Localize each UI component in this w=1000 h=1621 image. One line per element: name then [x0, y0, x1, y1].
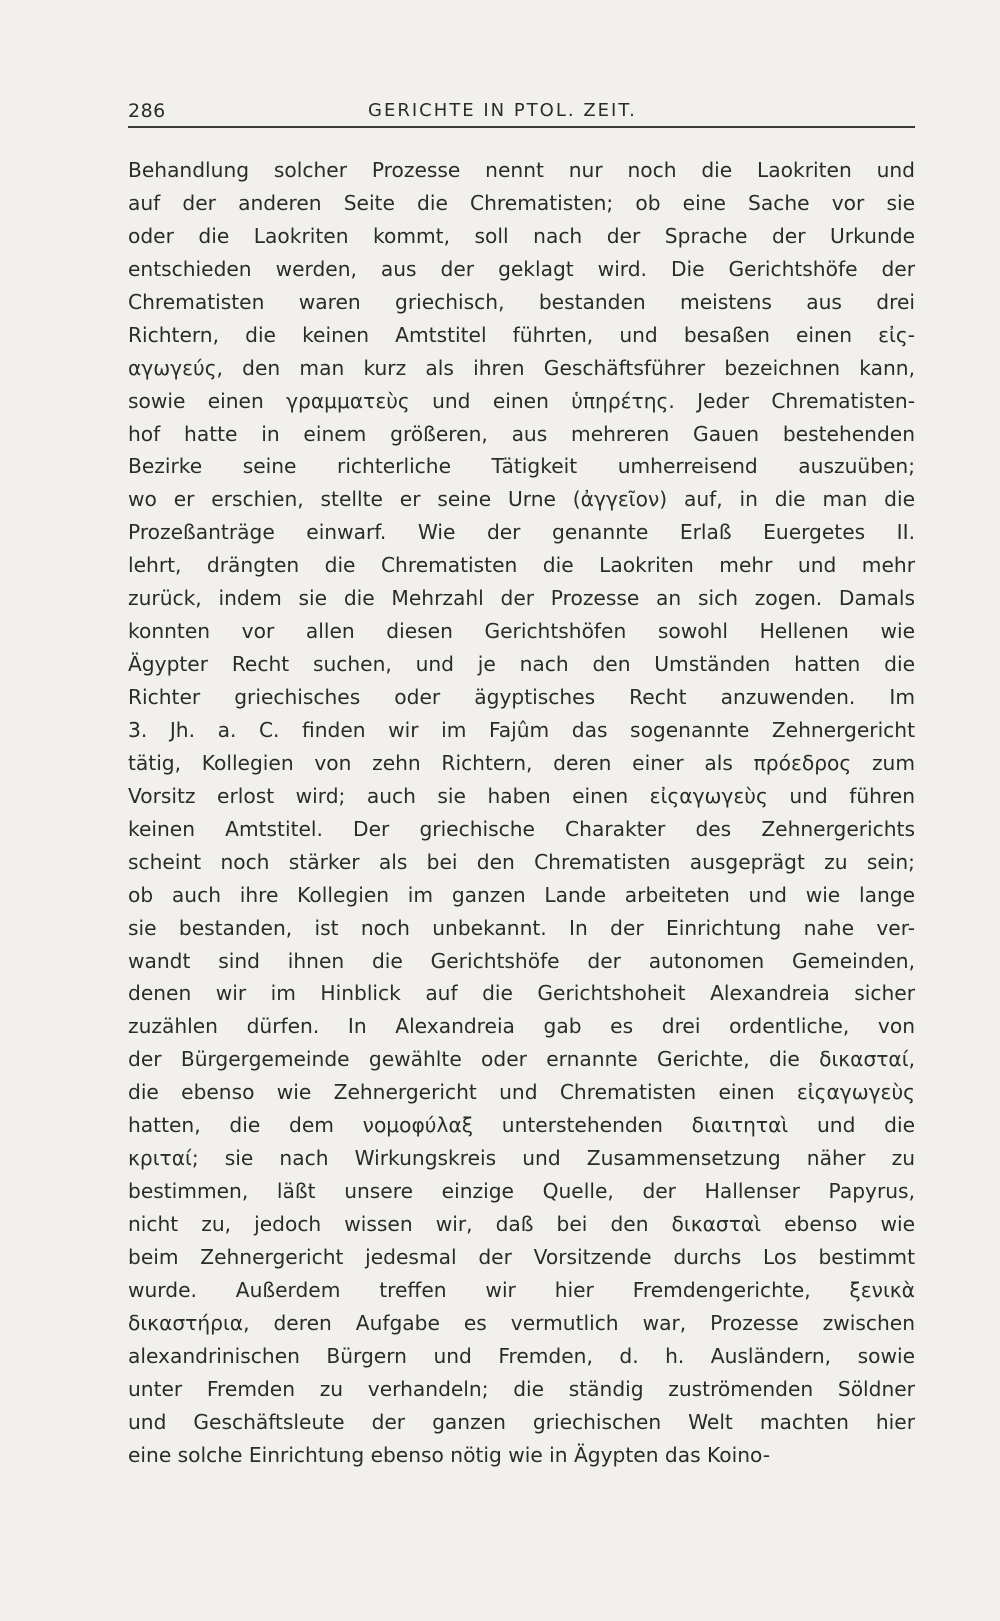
text-line: oder die Laokriten kommt, soll nach der Sprache der Urkunde	[128, 223, 915, 248]
text-line: scheint noch stärker als bei den Chrematisten ausgeprägt zu sein;	[128, 849, 915, 874]
text-line: Richter griechisches oder ägyptisches Recht anzuwenden. Im	[128, 685, 915, 709]
text-line: die ebenso wie Zehnergericht und Chrematisten einen εἰςαγωγεὺς	[128, 1080, 915, 1105]
text-line: Chrematisten waren griechisch, bestanden meistens aus drei	[128, 289, 915, 314]
text-line: und Geschäftsleute der ganzen griechischen Welt machten hier	[128, 1409, 915, 1434]
text-line: Richtern, die keinen Amtstitel führten, und besaßen einen εἰς-	[128, 322, 915, 347]
page-number: 286	[128, 100, 166, 122]
text-line: κριταί; sie nach Wirkungskreis und Zusammensetzung näher zu	[128, 1146, 915, 1171]
text-line: auf der anderen Seite die Chrematisten; ob eine Sache vor sie	[128, 190, 915, 215]
text-line: beim Zehnergericht jedesmal der Vorsitzende durchs Los bestimmt	[128, 1244, 915, 1269]
text-line: zuzählen dürfen. In Alexandreia gab es drei ordentliche, von	[128, 1014, 915, 1039]
body-text	[128, 154, 915, 1472]
text-line: der Bürgergemeinde gewählte oder ernannte Gerichte, die δικασταί,	[128, 1047, 915, 1072]
text-line: αγωγεύς, den man kurz als ihren Geschäftsführer bezeichnen kann,	[128, 355, 915, 380]
text-line: wo er erschien, stellte er seine Urne (ἀγγεῖον) auf, in die man die	[128, 487, 915, 512]
text-line: hof hatte in einem größeren, aus mehreren Gauen bestehenden	[128, 421, 915, 446]
text-line: lehrt, drängten die Chrematisten die Laokriten mehr und mehr	[128, 553, 915, 578]
text-line: entschieden werden, aus der geklagt wird. Die Gerichtshöfe der	[128, 256, 915, 281]
text-line: hatten, die dem νομοφύλαξ unterstehenden διαιτηταὶ und die	[128, 1113, 915, 1138]
text-line: sie bestanden, ist noch unbekannt. In der Einrichtung nahe ver-	[128, 915, 915, 940]
text-line: konnten vor allen diesen Gerichtshöfen sowohl Hellenen wie	[128, 619, 915, 644]
text-line: Bezirke seine richterliche Tätigkeit umherreisend auszuüben;	[128, 454, 915, 479]
text-line: denen wir im Hinblick auf die Gerichtshoheit Alexandreia sicher	[128, 981, 915, 1006]
header-rule	[128, 126, 915, 128]
text-line: nicht zu, jedoch wissen wir, daß bei den δικασταὶ ebenso wie	[128, 1212, 915, 1236]
text-line: unter Fremden zu verhandeln; die ständig zuströmenden Söldner	[128, 1376, 915, 1401]
text-line: Ägypter Recht suchen, und je nach den Umständen hatten die	[128, 652, 915, 677]
running-head: GERICHTE IN PTOL. ZEIT.	[368, 100, 637, 121]
text-line: eine solche Einrichtung ebenso nötig wie in Ägypten das Koino-	[128, 1442, 771, 1467]
page-header	[128, 94, 915, 130]
text-line: δικαστήρια, deren Aufgabe es vermutlich war, Prozesse zwischen	[128, 1310, 915, 1335]
text-line: keinen Amtstitel. Der griechische Charakter des Zehnergerichts	[128, 816, 915, 841]
text-line: ob auch ihre Kollegien im ganzen Lande arbeiteten und wie lange	[128, 882, 915, 907]
text-line: zurück, indem sie die Mehrzahl der Prozesse an sich zogen. Damals	[128, 586, 915, 611]
text-line: Behandlung solcher Prozesse nennt nur noch die Laokriten und	[128, 158, 915, 182]
text-line: wurde. Außerdem treffen wir hier Fremdengerichte, ξενικὰ	[128, 1277, 915, 1302]
text-line: wandt sind ihnen die Gerichtshöfe der autonomen Gemeinden,	[128, 948, 915, 973]
text-line: Vorsitz erlost wird; auch sie haben einen εἰςαγωγεὺς und führen	[128, 783, 915, 808]
text-line: Prozeßanträge einwarf. Wie der genannte Erlaß Euergetes II.	[128, 520, 915, 545]
text-line: alexandrinischen Bürgern und Fremden, d. h. Ausländern, sowie	[128, 1343, 915, 1368]
text-line: sowie einen γραμματεὺς und einen ὑπηρέτης. Jeder Chrematisten-	[128, 388, 915, 413]
text-line: 3. Jh. a. C. finden wir im Fajûm das sogenannte Zehnergericht	[128, 717, 915, 742]
text-line: tätig, Kollegien von zehn Richtern, deren einer als πρόεδρος zum	[128, 750, 915, 775]
text-line: bestimmen, läßt unsere einzige Quelle, der Hallenser Papyrus,	[128, 1179, 915, 1204]
